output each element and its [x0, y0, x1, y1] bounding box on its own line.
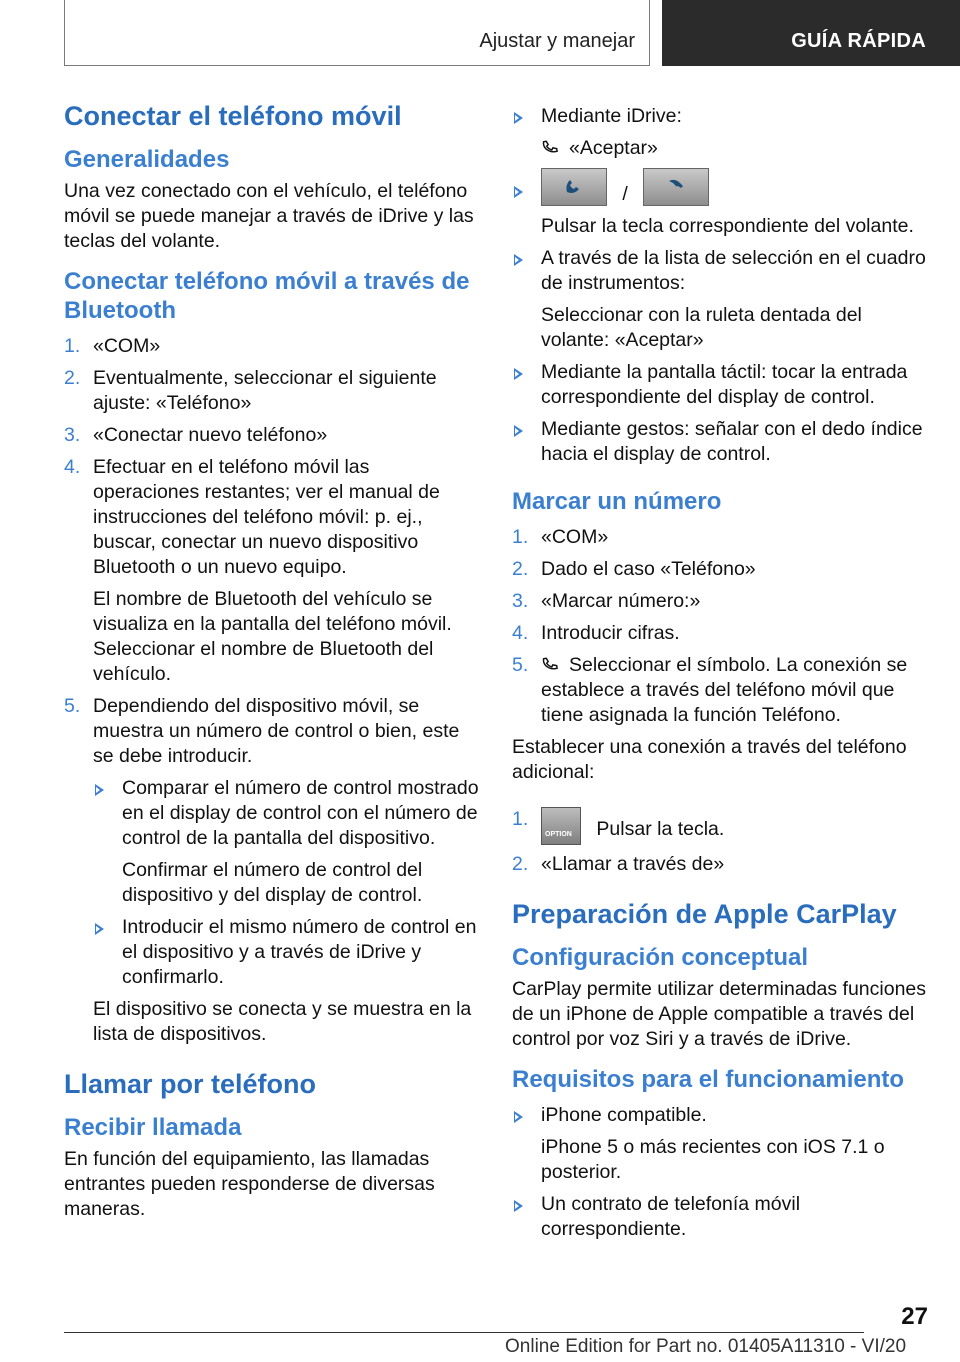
triangle-bullet-icon [514, 186, 523, 198]
heading-connect-phone: Conectar el teléfono móvil [64, 101, 402, 131]
heading-bluetooth: Conectar teléfono móvil a través de Bluetooth [64, 268, 470, 324]
heading-receive: Recibir llamada [64, 1114, 242, 1142]
dial-steps [512, 525, 928, 728]
step-number: 2. [512, 557, 529, 580]
triangle-bullet-icon [514, 254, 523, 266]
list-item [512, 1192, 928, 1242]
list-item [512, 653, 928, 728]
receive-text: En función del equipamiento, las llamadas entrantes pueden responderse de diversas maneras. [64, 1147, 435, 1220]
general-text: Una vez conectado con el vehículo, el teléfono móvil se puede manejar a través de iDrive y las teclas del volante. [64, 180, 474, 253]
right-column [512, 104, 928, 1249]
step-number: 5. [64, 694, 81, 717]
guide-title: GUÍA RÁPIDA [791, 30, 926, 52]
edition-note: Online Edition for Part no. 01405A11310 - VI/20 [505, 1336, 907, 1357]
pickup-key-icon [541, 168, 607, 206]
step-text: Dado el caso «Teléfono» [541, 557, 756, 580]
triangle-bullet-icon [95, 923, 104, 935]
list-item [64, 694, 480, 1047]
key-separator: / [622, 183, 628, 205]
hangup-key-icon [643, 168, 709, 206]
section-tab [64, 0, 650, 66]
list-item [512, 525, 928, 550]
step-note: El nombre de Bluetooth del vehículo se visualiza en la pantalla del teléfono móvil. Seleccionar el nombre de Bluetooth del vehículo. [93, 587, 452, 685]
accept-line [541, 136, 928, 161]
cluster-note: Seleccionar con la ruleta dentada del volante: «Aceptar» [541, 304, 862, 351]
triangle-bullet-icon [514, 1200, 523, 1212]
heading-call: Llamar por teléfono [64, 1068, 317, 1099]
heading-carplay: Preparación de Apple CarPlay [512, 898, 897, 929]
answer-text: Mediante iDrive: [541, 105, 682, 127]
step-number: 1. [512, 525, 529, 548]
step-text: Pulsar la tecla. [596, 817, 725, 840]
step-text: «Conectar nuevo teléfono» [93, 423, 328, 446]
heading-requirements: Requisitos para el funcionamiento [512, 1065, 905, 1093]
bluetooth-steps [64, 334, 480, 1047]
list-item [512, 246, 928, 353]
answer-methods [512, 104, 928, 467]
step-number: 3. [64, 423, 81, 446]
list-item [512, 1103, 928, 1185]
left-column [64, 100, 480, 1222]
step-text: Eventualmente, seleccionar el siguiente ajuste: «Teléfono» [93, 366, 437, 414]
list-item [64, 423, 480, 448]
heading-general: Generalidades [64, 146, 230, 174]
step-number: 3. [512, 589, 529, 612]
option-key-icon: OPTION [541, 807, 581, 845]
list-item [512, 852, 928, 877]
wheel-key-text: Pulsar la tecla correspondiente del volante. [541, 215, 914, 237]
step-number: 4. [64, 455, 81, 478]
accept-label: «Aceptar» [569, 137, 658, 159]
step-text: «Marcar número:» [541, 589, 701, 612]
step-number: 2. [512, 852, 529, 875]
requirement-text: Un contrato de telefonía móvil correspondiente. [541, 1192, 801, 1240]
page-number: 27 [901, 1303, 928, 1330]
step-text: «Llamar a través de» [541, 852, 725, 875]
triangle-bullet-icon [95, 784, 104, 796]
step-number: 1. [64, 334, 81, 357]
heading-dial: Marcar un número [512, 488, 722, 515]
section-title: Ajustar y manejar [479, 30, 635, 52]
phone-icon [541, 138, 559, 156]
list-item [93, 915, 480, 990]
concept-text: CarPlay permite utilizar determinadas funciones de un iPhone de Apple compatible a través del control por voz Siri y a través de iDrive. [512, 977, 927, 1050]
sub-list [93, 776, 480, 990]
footer-divider [64, 1332, 864, 1333]
list-item [512, 168, 928, 239]
requirement-note: iPhone 5 o más recientes con iOS 7.1 o posterior. [541, 1135, 885, 1183]
answer-text: A través de la lista de selección en el cuadro de instrumentos: [541, 247, 926, 294]
page-header [0, 0, 960, 66]
sub-item-text: Introducir el mismo número de control en el dispositivo y a través de iDrive y confirmarlo. [122, 915, 477, 988]
step-number: 4. [512, 621, 529, 644]
step-text: Seleccionar el símbolo. La conexión se establece a través del teléfono móvil que tiene asignada la función Teléfono. [541, 653, 908, 726]
step-number: 2. [64, 366, 81, 389]
answer-text: Mediante la pantalla táctil: tocar la entrada correspondiente del display de control. [541, 361, 908, 408]
step-number: 1. [512, 807, 529, 830]
phone-icon [541, 655, 559, 673]
requirement-text: iPhone compatible. [541, 1103, 707, 1126]
triangle-bullet-icon [514, 425, 523, 437]
step-number: 5. [512, 653, 529, 676]
heading-concept: Configuración conceptual [512, 944, 809, 972]
answer-text: Mediante gestos: señalar con el dedo índice hacia el display de control. [541, 418, 923, 465]
step-text: «COM» [93, 334, 161, 357]
step-note: El dispositivo se conecta y se muestra en la lista de dispositivos. [93, 997, 472, 1045]
triangle-bullet-icon [514, 112, 523, 124]
guide-tab [662, 0, 960, 66]
list-item [512, 621, 928, 646]
list-item [64, 366, 480, 416]
step-text: «COM» [541, 525, 609, 548]
step-text: Dependiendo del dispositivo móvil, se muestra un número de control o bien, este se debe introducir. [93, 694, 460, 767]
sub-item-text: Comparar el número de control mostrado en el display de control con el número de control de la pantalla del dispositivo. [122, 776, 479, 849]
step-text: Introducir cifras. [541, 621, 680, 644]
list-item [512, 589, 928, 614]
list-item [64, 455, 480, 687]
step-text: Efectuar en el teléfono móvil las operaciones restantes; ver el manual de instrucciones del teléfono móvil: p. ej., buscar, conectar un nuevo dispositivo Bluetooth o un nuevo equipo. [93, 455, 440, 578]
triangle-bullet-icon [514, 1111, 523, 1123]
list-item [512, 807, 928, 845]
list-item [512, 417, 928, 467]
additional-phone-text: Establecer una conexión a través del teléfono adicional: [512, 735, 907, 783]
sub-item-note: Confirmar el número de control del dispositivo y del display de control. [122, 858, 423, 906]
requirements-list [512, 1103, 928, 1242]
list-item [512, 557, 928, 582]
list-item [512, 360, 928, 410]
list-item [93, 776, 480, 908]
list-item [512, 104, 928, 161]
additional-steps [512, 807, 928, 877]
triangle-bullet-icon [514, 368, 523, 380]
list-item [64, 334, 480, 359]
